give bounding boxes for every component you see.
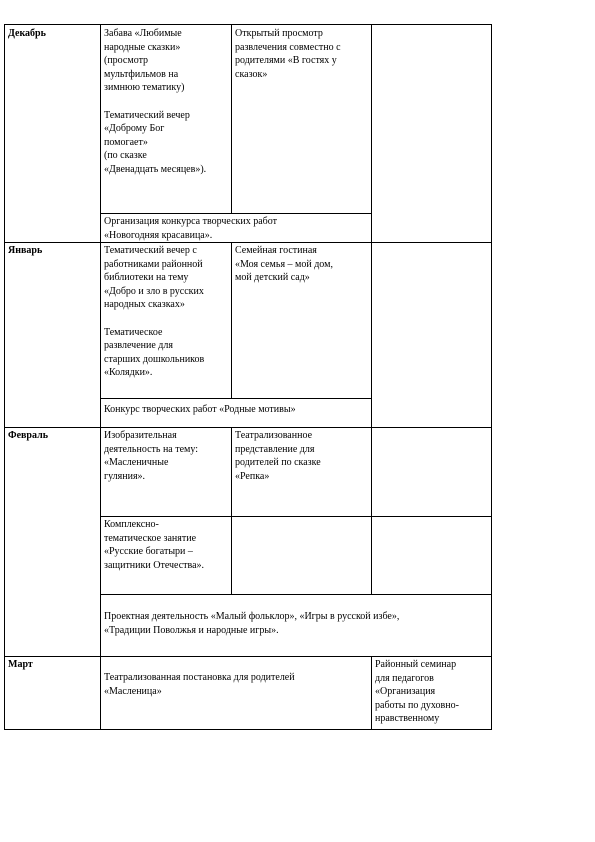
column-divider [231, 25, 232, 213]
row-divider [101, 516, 492, 517]
december-event-cell: Забава «Любимые народные сказки» (просмотр мультфильмов на зимнюю тематику) Тематический вечер «Доброму Бог помогает» (по сказке «Двенадцать месяцев»). [104, 28, 207, 175]
march-performance-cell: Театрализованная постановка для родителей «Масленица» [104, 672, 295, 697]
january-event-cell: Тематический вечер с работниками районной библиотеки на тему «Добро и зло в русских народных сказках» Тематическое развлечение для старших дошкольников «Колядки». [104, 245, 205, 379]
january-contest-cell: Конкурс творческих работ «Родные мотивы» [104, 404, 296, 415]
december-contest-cell: Организация конкурса творческих работ «Новогодняя красавица». [104, 216, 277, 241]
february-lesson-cell: Комплексно- тематическое занятие «Русские богатыри – защитники Отечества». [104, 519, 205, 571]
february-project-cell: Проектная деятельность «Малый фольклор», «Игры в русской избе», «Традиции Поволжья и народные игры». [104, 611, 400, 636]
february-theatre-cell: Театрализованное представление для родителей по сказке «Репка» [235, 430, 321, 482]
column-divider [371, 25, 372, 427]
row-divider [101, 213, 372, 214]
month-cell-january: Январь [8, 245, 43, 256]
month-cell-march: Март [8, 659, 33, 670]
month-cell-december: Декабрь [8, 28, 46, 39]
column-divider [231, 242, 232, 398]
row-divider [5, 427, 492, 428]
column-divider [371, 656, 372, 730]
column-divider [231, 427, 232, 594]
schedule-table [4, 24, 492, 730]
december-parents-cell: Открытый просмотр развлечения совместно с родителями «В гостях у сказок» [235, 28, 341, 80]
row-divider [101, 398, 372, 399]
january-parents-cell: Семейная гостиная «Моя семья – мой дом, мой детский сад» [235, 245, 333, 284]
column-divider [100, 25, 101, 730]
march-seminar-cell: Районный семинар для педагогов «Организация работы по духовно- нравственному [375, 659, 459, 725]
column-divider [371, 427, 372, 594]
row-divider [101, 594, 492, 595]
row-divider [5, 656, 492, 657]
february-activity-cell: Изобразительная деятельность на тему: «Масленичные гуляния». [104, 430, 199, 482]
month-cell-february: Февраль [8, 430, 48, 441]
